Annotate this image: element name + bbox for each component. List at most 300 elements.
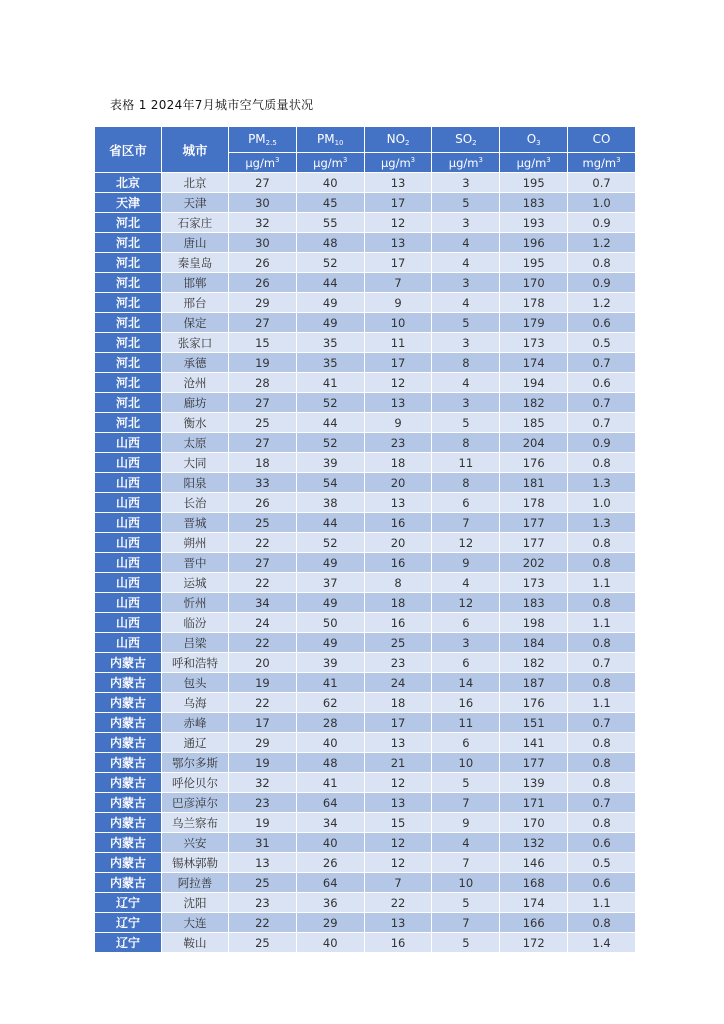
table-row xyxy=(95,473,636,493)
value-cell: 182 xyxy=(500,653,568,673)
value-cell: 7 xyxy=(432,913,500,933)
value-cell: 1.2 xyxy=(568,293,636,313)
table-row xyxy=(95,813,636,833)
city-cell: 大同 xyxy=(162,453,229,473)
value-cell: 13 xyxy=(365,233,433,253)
value-cell: 12 xyxy=(365,853,433,873)
city-cell: 鞍山 xyxy=(162,933,229,953)
city-cell: 衡水 xyxy=(162,413,229,433)
value-cell: 20 xyxy=(229,653,297,673)
value-cell: 0.6 xyxy=(568,873,636,893)
value-cell: 49 xyxy=(297,313,365,333)
city-cell: 晋中 xyxy=(162,553,229,573)
value-cell: 36 xyxy=(297,893,365,913)
value-cell: 26 xyxy=(229,273,297,293)
unit-label: μg/m xyxy=(313,155,343,170)
value-cell: 1.0 xyxy=(568,493,636,513)
header-pollutant xyxy=(500,127,568,153)
value-cell: 7 xyxy=(432,853,500,873)
value-cell: 12 xyxy=(432,593,500,613)
value-cell: 35 xyxy=(297,333,365,353)
value-cell: 12 xyxy=(365,373,433,393)
province-cell: 山西 xyxy=(95,473,162,493)
value-cell: 183 xyxy=(500,193,568,213)
value-cell: 7 xyxy=(432,513,500,533)
province-cell: 山西 xyxy=(95,533,162,553)
value-cell: 0.8 xyxy=(568,673,636,693)
city-cell: 锡林郭勒 xyxy=(162,853,229,873)
unit-superscript: 3 xyxy=(342,155,348,164)
value-cell: 44 xyxy=(297,413,365,433)
value-cell: 23 xyxy=(229,893,297,913)
province-cell: 内蒙古 xyxy=(95,653,162,673)
value-cell: 25 xyxy=(229,513,297,533)
header-unit xyxy=(432,153,500,173)
value-cell: 29 xyxy=(229,733,297,753)
value-cell: 183 xyxy=(500,593,568,613)
value-cell: 170 xyxy=(500,273,568,293)
value-cell: 16 xyxy=(365,513,433,533)
table-row xyxy=(95,573,636,593)
pollutant-name: SO xyxy=(455,132,473,146)
value-cell: 0.8 xyxy=(568,753,636,773)
value-cell: 17 xyxy=(365,253,433,273)
value-cell: 1.1 xyxy=(568,893,636,913)
unit-label: μg/m xyxy=(448,155,479,170)
value-cell: 171 xyxy=(500,793,568,813)
header-city: 城市 xyxy=(162,127,229,173)
value-cell: 9 xyxy=(432,813,500,833)
province-cell: 内蒙古 xyxy=(95,673,162,693)
unit-label: mg/m xyxy=(582,155,617,170)
city-cell: 忻州 xyxy=(162,593,229,613)
table-row xyxy=(95,533,636,553)
city-cell: 包头 xyxy=(162,673,229,693)
value-cell: 196 xyxy=(500,233,568,253)
value-cell: 18 xyxy=(229,453,297,473)
value-cell: 19 xyxy=(229,753,297,773)
city-cell: 兴安 xyxy=(162,833,229,853)
value-cell: 132 xyxy=(500,833,568,853)
province-cell: 内蒙古 xyxy=(95,733,162,753)
header-unit xyxy=(229,153,297,173)
header-unit xyxy=(365,153,433,173)
table-row xyxy=(95,793,636,813)
value-cell: 9 xyxy=(365,293,433,313)
value-cell: 18 xyxy=(365,453,433,473)
value-cell: 1.2 xyxy=(568,233,636,253)
value-cell: 49 xyxy=(297,293,365,313)
city-cell: 大连 xyxy=(162,913,229,933)
table-row xyxy=(95,333,636,353)
table-row xyxy=(95,313,636,333)
value-cell: 0.9 xyxy=(568,213,636,233)
value-cell: 48 xyxy=(297,233,365,253)
value-cell: 64 xyxy=(297,873,365,893)
value-cell: 173 xyxy=(500,333,568,353)
value-cell: 0.7 xyxy=(568,353,636,373)
value-cell: 193 xyxy=(500,213,568,233)
unit-label: μg/m xyxy=(245,155,276,170)
city-cell: 沈阳 xyxy=(162,893,229,913)
value-cell: 4 xyxy=(432,293,500,313)
value-cell: 22 xyxy=(229,573,297,593)
value-cell: 52 xyxy=(297,533,365,553)
value-cell: 52 xyxy=(297,433,365,453)
value-cell: 32 xyxy=(229,773,297,793)
province-cell: 河北 xyxy=(95,413,162,433)
province-cell: 北京 xyxy=(95,173,162,193)
value-cell: 7 xyxy=(365,273,433,293)
value-cell: 187 xyxy=(500,673,568,693)
header-pollutant xyxy=(568,127,636,153)
value-cell: 12 xyxy=(365,833,433,853)
value-cell: 176 xyxy=(500,693,568,713)
value-cell: 185 xyxy=(500,413,568,433)
value-cell: 168 xyxy=(500,873,568,893)
table-row xyxy=(95,853,636,873)
value-cell: 37 xyxy=(297,573,365,593)
air-quality-table xyxy=(95,127,636,953)
value-cell: 172 xyxy=(500,933,568,953)
value-cell: 6 xyxy=(432,653,500,673)
city-cell: 承德 xyxy=(162,353,229,373)
province-cell: 河北 xyxy=(95,393,162,413)
value-cell: 34 xyxy=(297,813,365,833)
value-cell: 174 xyxy=(500,893,568,913)
city-cell: 唐山 xyxy=(162,233,229,253)
value-cell: 1.0 xyxy=(568,193,636,213)
value-cell: 5 xyxy=(432,773,500,793)
pollutant-name: NO xyxy=(386,132,406,146)
city-cell: 长治 xyxy=(162,493,229,513)
city-cell: 邯郸 xyxy=(162,273,229,293)
value-cell: 20 xyxy=(365,473,433,493)
value-cell: 41 xyxy=(297,373,365,393)
value-cell: 3 xyxy=(432,633,500,653)
province-cell: 辽宁 xyxy=(95,933,162,953)
province-cell: 山西 xyxy=(95,553,162,573)
table-row xyxy=(95,233,636,253)
unit-superscript: 3 xyxy=(410,155,416,164)
pollutant-subscript: 10 xyxy=(334,139,344,147)
value-cell: 12 xyxy=(432,533,500,553)
unit-superscript: 3 xyxy=(275,155,280,164)
value-cell: 4 xyxy=(432,573,500,593)
value-cell: 11 xyxy=(432,453,500,473)
value-cell: 49 xyxy=(297,553,365,573)
value-cell: 0.7 xyxy=(568,393,636,413)
value-cell: 5 xyxy=(432,413,500,433)
table-row xyxy=(95,253,636,273)
value-cell: 0.7 xyxy=(568,173,636,193)
value-cell: 146 xyxy=(500,853,568,873)
value-cell: 176 xyxy=(500,453,568,473)
city-cell: 乌兰察布 xyxy=(162,813,229,833)
value-cell: 17 xyxy=(365,353,433,373)
table-row xyxy=(95,653,636,673)
table-row xyxy=(95,933,636,953)
value-cell: 12 xyxy=(365,773,433,793)
header-pollutant xyxy=(229,127,297,153)
value-cell: 40 xyxy=(297,833,365,853)
value-cell: 26 xyxy=(229,493,297,513)
province-cell: 河北 xyxy=(95,213,162,233)
pollutant-subscript: 2 xyxy=(405,139,410,147)
value-cell: 184 xyxy=(500,633,568,653)
value-cell: 4 xyxy=(432,233,500,253)
table-row xyxy=(95,373,636,393)
province-cell: 山西 xyxy=(95,573,162,593)
value-cell: 0.6 xyxy=(568,373,636,393)
header-province: 省区市 xyxy=(95,127,162,173)
value-cell: 5 xyxy=(432,893,500,913)
value-cell: 8 xyxy=(365,573,433,593)
value-cell: 34 xyxy=(229,593,297,613)
value-cell: 195 xyxy=(500,253,568,273)
province-cell: 河北 xyxy=(95,253,162,273)
value-cell: 3 xyxy=(432,213,500,233)
header-pollutant xyxy=(297,127,365,153)
province-cell: 河北 xyxy=(95,233,162,253)
value-cell: 3 xyxy=(432,333,500,353)
value-cell: 11 xyxy=(365,333,433,353)
value-cell: 4 xyxy=(432,253,500,273)
value-cell: 15 xyxy=(229,333,297,353)
value-cell: 64 xyxy=(297,793,365,813)
value-cell: 151 xyxy=(500,713,568,733)
value-cell: 198 xyxy=(500,613,568,633)
value-cell: 39 xyxy=(297,453,365,473)
value-cell: 17 xyxy=(365,713,433,733)
unit-superscript: 3 xyxy=(546,155,551,164)
value-cell: 52 xyxy=(297,393,365,413)
value-cell: 0.6 xyxy=(568,313,636,333)
header-row-pollutants xyxy=(95,127,636,153)
province-cell: 河北 xyxy=(95,373,162,393)
value-cell: 8 xyxy=(432,433,500,453)
city-cell: 保定 xyxy=(162,313,229,333)
city-cell: 巴彦淖尔 xyxy=(162,793,229,813)
province-cell: 山西 xyxy=(95,613,162,633)
value-cell: 49 xyxy=(297,633,365,653)
pollutant-subscript: 3 xyxy=(536,139,541,147)
value-cell: 1.1 xyxy=(568,613,636,633)
value-cell: 24 xyxy=(229,613,297,633)
value-cell: 18 xyxy=(365,693,433,713)
table-row xyxy=(95,873,636,893)
value-cell: 7 xyxy=(432,793,500,813)
city-cell: 通辽 xyxy=(162,733,229,753)
value-cell: 27 xyxy=(229,173,297,193)
table-row xyxy=(95,713,636,733)
value-cell: 0.7 xyxy=(568,653,636,673)
value-cell: 30 xyxy=(229,193,297,213)
value-cell: 3 xyxy=(432,393,500,413)
value-cell: 27 xyxy=(229,313,297,333)
value-cell: 8 xyxy=(432,353,500,373)
city-cell: 北京 xyxy=(162,173,229,193)
province-cell: 山西 xyxy=(95,513,162,533)
pollutant-name: CO xyxy=(592,132,611,146)
value-cell: 16 xyxy=(365,613,433,633)
value-cell: 9 xyxy=(432,553,500,573)
value-cell: 16 xyxy=(365,933,433,953)
table-row xyxy=(95,413,636,433)
value-cell: 44 xyxy=(297,273,365,293)
value-cell: 17 xyxy=(365,193,433,213)
value-cell: 16 xyxy=(365,553,433,573)
province-cell: 内蒙古 xyxy=(95,853,162,873)
value-cell: 0.8 xyxy=(568,813,636,833)
value-cell: 14 xyxy=(432,673,500,693)
table-row xyxy=(95,273,636,293)
value-cell: 0.9 xyxy=(568,433,636,453)
value-cell: 202 xyxy=(500,553,568,573)
table-row xyxy=(95,453,636,473)
value-cell: 204 xyxy=(500,433,568,453)
value-cell: 29 xyxy=(229,293,297,313)
table-row xyxy=(95,493,636,513)
value-cell: 40 xyxy=(297,933,365,953)
province-cell: 内蒙古 xyxy=(95,753,162,773)
table-row xyxy=(95,633,636,653)
value-cell: 31 xyxy=(229,833,297,853)
value-cell: 178 xyxy=(500,293,568,313)
value-cell: 0.7 xyxy=(568,713,636,733)
value-cell: 1.3 xyxy=(568,473,636,493)
value-cell: 40 xyxy=(297,173,365,193)
value-cell: 177 xyxy=(500,513,568,533)
province-cell: 山西 xyxy=(95,433,162,453)
value-cell: 41 xyxy=(297,773,365,793)
value-cell: 24 xyxy=(365,673,433,693)
value-cell: 54 xyxy=(297,473,365,493)
value-cell: 13 xyxy=(229,853,297,873)
value-cell: 182 xyxy=(500,393,568,413)
header-unit xyxy=(297,153,365,173)
value-cell: 38 xyxy=(297,493,365,513)
table-body xyxy=(95,173,636,953)
value-cell: 0.8 xyxy=(568,633,636,653)
province-cell: 河北 xyxy=(95,293,162,313)
value-cell: 0.8 xyxy=(568,253,636,273)
value-cell: 26 xyxy=(297,853,365,873)
value-cell: 10 xyxy=(432,753,500,773)
value-cell: 13 xyxy=(365,913,433,933)
value-cell: 1.4 xyxy=(568,933,636,953)
province-cell: 内蒙古 xyxy=(95,873,162,893)
value-cell: 39 xyxy=(297,653,365,673)
value-cell: 0.5 xyxy=(568,333,636,353)
value-cell: 44 xyxy=(297,513,365,533)
value-cell: 13 xyxy=(365,793,433,813)
value-cell: 40 xyxy=(297,733,365,753)
value-cell: 25 xyxy=(229,933,297,953)
value-cell: 0.8 xyxy=(568,773,636,793)
value-cell: 0.9 xyxy=(568,273,636,293)
table-row xyxy=(95,193,636,213)
table-row xyxy=(95,353,636,373)
value-cell: 8 xyxy=(432,473,500,493)
table-row xyxy=(95,393,636,413)
value-cell: 22 xyxy=(229,693,297,713)
province-cell: 山西 xyxy=(95,493,162,513)
value-cell: 177 xyxy=(500,533,568,553)
province-cell: 天津 xyxy=(95,193,162,213)
city-cell: 阿拉善 xyxy=(162,873,229,893)
province-cell: 河北 xyxy=(95,273,162,293)
value-cell: 5 xyxy=(432,193,500,213)
pollutant-subscript: 2.5 xyxy=(265,139,277,147)
value-cell: 62 xyxy=(297,693,365,713)
value-cell: 0.7 xyxy=(568,413,636,433)
value-cell: 27 xyxy=(229,553,297,573)
province-cell: 内蒙古 xyxy=(95,833,162,853)
unit-superscript: 3 xyxy=(478,155,483,164)
value-cell: 194 xyxy=(500,373,568,393)
value-cell: 35 xyxy=(297,353,365,373)
value-cell: 23 xyxy=(365,653,433,673)
value-cell: 177 xyxy=(500,753,568,773)
value-cell: 13 xyxy=(365,733,433,753)
table-row xyxy=(95,693,636,713)
header-unit xyxy=(568,153,636,173)
value-cell: 178 xyxy=(500,493,568,513)
value-cell: 33 xyxy=(229,473,297,493)
value-cell: 50 xyxy=(297,613,365,633)
value-cell: 181 xyxy=(500,473,568,493)
city-cell: 临汾 xyxy=(162,613,229,633)
province-cell: 内蒙古 xyxy=(95,773,162,793)
value-cell: 0.5 xyxy=(568,853,636,873)
province-cell: 辽宁 xyxy=(95,893,162,913)
value-cell: 7 xyxy=(365,873,433,893)
province-cell: 山西 xyxy=(95,593,162,613)
value-cell: 49 xyxy=(297,593,365,613)
value-cell: 11 xyxy=(432,713,500,733)
value-cell: 17 xyxy=(229,713,297,733)
value-cell: 10 xyxy=(432,873,500,893)
value-cell: 48 xyxy=(297,753,365,773)
value-cell: 52 xyxy=(297,253,365,273)
value-cell: 4 xyxy=(432,373,500,393)
value-cell: 6 xyxy=(432,493,500,513)
value-cell: 18 xyxy=(365,593,433,613)
value-cell: 30 xyxy=(229,233,297,253)
city-cell: 吕梁 xyxy=(162,633,229,653)
city-cell: 呼和浩特 xyxy=(162,653,229,673)
value-cell: 27 xyxy=(229,393,297,413)
value-cell: 0.8 xyxy=(568,533,636,553)
value-cell: 1.3 xyxy=(568,513,636,533)
city-cell: 鄂尔多斯 xyxy=(162,753,229,773)
table-row xyxy=(95,433,636,453)
pollutant-name: O xyxy=(526,132,537,146)
city-cell: 廊坊 xyxy=(162,393,229,413)
city-cell: 乌海 xyxy=(162,693,229,713)
table-row xyxy=(95,293,636,313)
city-cell: 邢台 xyxy=(162,293,229,313)
value-cell: 0.8 xyxy=(568,913,636,933)
value-cell: 139 xyxy=(500,773,568,793)
value-cell: 1.1 xyxy=(568,573,636,593)
table-caption: 表格 1 2024年7月城市空气质量状况 xyxy=(110,98,314,112)
value-cell: 174 xyxy=(500,353,568,373)
pollutant-subscript: 2 xyxy=(472,139,477,147)
value-cell: 22 xyxy=(229,533,297,553)
value-cell: 10 xyxy=(365,313,433,333)
